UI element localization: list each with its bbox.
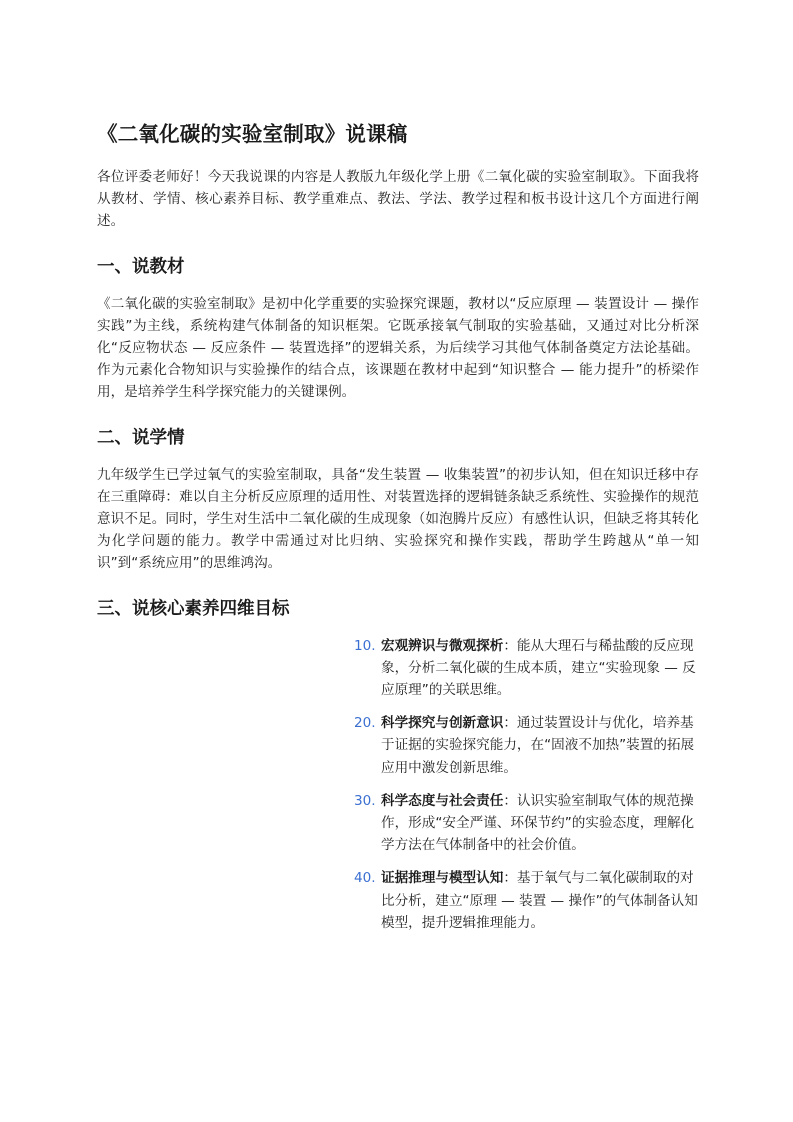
list-item [354, 635, 699, 702]
list-item-content [381, 867, 699, 934]
list-item-term: 科学探究与创新意识 [381, 715, 504, 732]
intro-paragraph: 各位评委老师好！今天我说课的内容是人教版九年级化学上册《二氧化碳的实验室制取》。下面我将从教材、学情、核心素养目标、教学重难点、教法、学法、教学过程和板书设计这几个方面进行阐述。 [97, 169, 699, 230]
section-body-textbook: 《二氧化碳的实验室制取》是初中化学重要的实验探究课题，教材以“反应原理 — 装置设计 — 操作实践”为主线，系统构建气体制备的知识框架。它既承接氧气制取的实验基础，又通过对比分析深化“反应物状态 — 反应条件 — 装置选择”的逻辑关系，为后续学习其他气体制备奠定方法论基础。作为元素化合物知识与实验操作的结合点，该课题在教材中起到“知识整合 — 能力提升”的桥梁作用，是培养学生科学探究能力的关键课例。 [97, 295, 699, 401]
list-item-number: 30. [354, 792, 376, 809]
list-item-content [381, 790, 699, 857]
document-title: 《二氧化碳的实验室制取》说课稿 [97, 122, 408, 146]
document-page [97, 118, 699, 945]
list-item-number: 10. [354, 637, 376, 654]
section-heading-core-goals: 三、说核心素养四维目标 [97, 598, 290, 619]
list-item-content [381, 712, 699, 779]
list-item-content [381, 635, 699, 702]
list-item-text: ：认识实验室制取气体的规范操作，形成“安全严谨、环保节约”的实验态度，理解化学方法在气体制备中的社会价值。 [381, 792, 695, 854]
core-goals-list [354, 635, 699, 934]
list-item-term: 证据推理与模型认知 [381, 870, 504, 887]
list-item [354, 790, 699, 857]
list-item-number: 20. [354, 715, 376, 732]
list-item-text: ：通过装置设计与优化，培养基于证据的实验探究能力，在“固液不加热”装置的拓展应用中激发创新思维。 [381, 715, 695, 776]
list-item [354, 867, 699, 934]
section-heading-textbook: 一、说教材 [97, 256, 185, 277]
list-item-term: 宏观辨识与微观探析 [381, 637, 504, 654]
list-item-number: 40. [354, 870, 376, 887]
list-item-text: ：能从大理石与稀盐酸的反应现象，分析二氧化碳的生成本质，建立“实验现象 — 反应原理”的关联思维。 [381, 637, 696, 699]
list-item-text: ：基于氧气与二氧化碳制取的对比分析，建立“原理 — 装置 — 操作”的气体制备认知模型，提升逻辑推理能力。 [381, 870, 698, 931]
section-body-students: 九年级学生已学过氧气的实验室制取，具备“发生装置 — 收集装置”的初步认知，但在知识迁移中存在三重障碍：难以自主分析反应原理的适用性、对装置选择的逻辑链条缺乏系统性、实验操作的规范意识不足。同时，学生对生活中二氧化碳的生成现象（如泡腾片反应）有感性认识，但缺乏将其转化为化学问题的能力。教学中需通过对比归纳、实验探究和操作实践，帮助学生跨越从“单一知识”到“系统应用”的思维鸿沟。 [97, 466, 699, 572]
list-item-term: 科学态度与社会责任 [381, 792, 504, 809]
section-heading-students: 二、说学情 [97, 427, 185, 448]
list-item [354, 712, 699, 779]
